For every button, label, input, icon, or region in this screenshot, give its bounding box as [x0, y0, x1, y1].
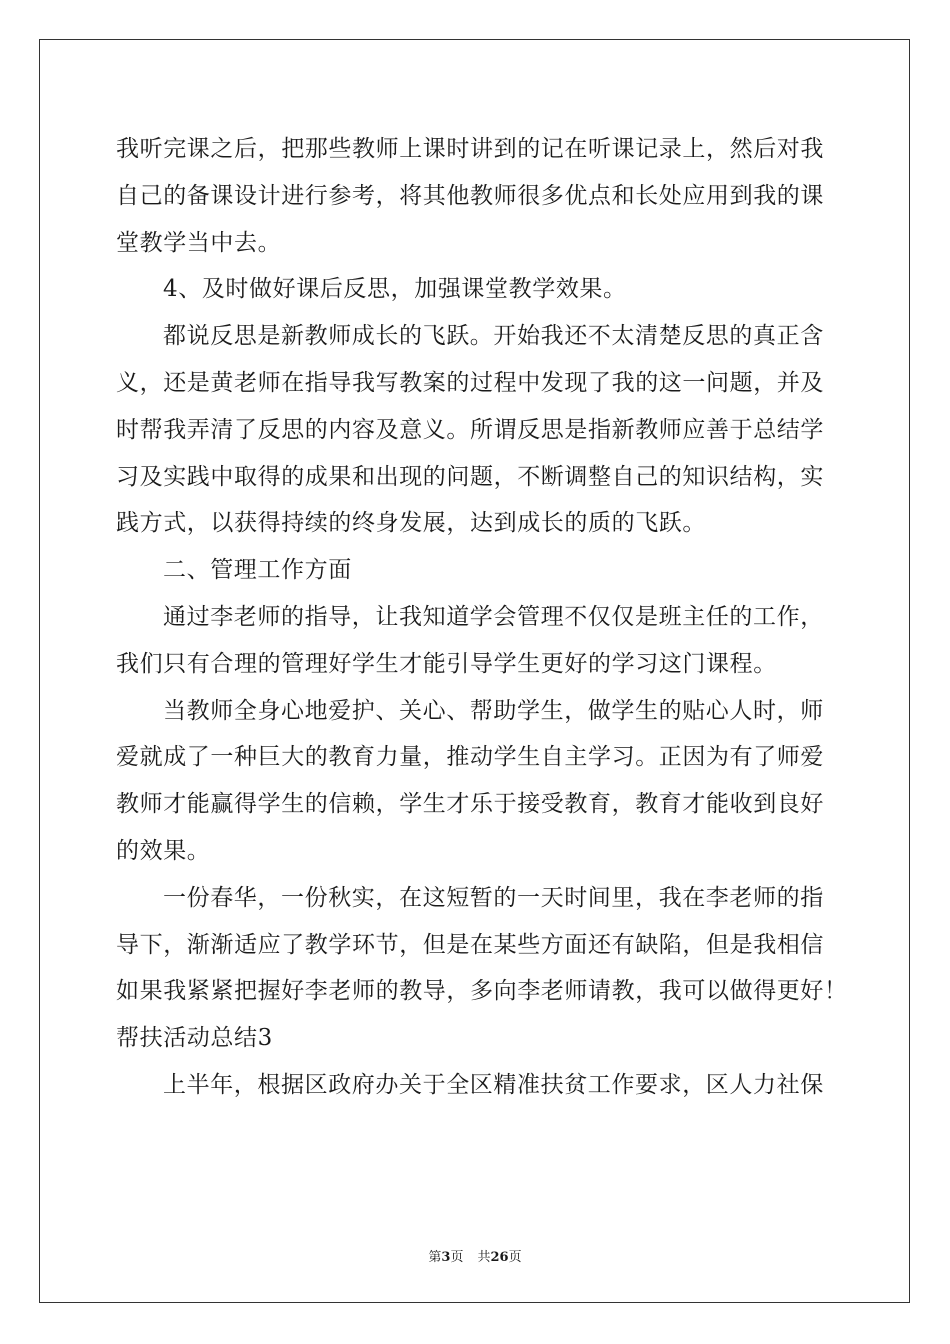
text-line: 上半年，根据区政府办关于全区精准扶贫工作要求，区人力社保 — [163, 1071, 824, 1098]
text-line: 自己的备课设计进行参考，将其他教师很多优点和长处应用到我的课 — [116, 182, 824, 209]
text-line: 爱就成了一种巨大的教育力量，推动学生自主学习。正因为有了师爱 — [116, 744, 824, 771]
text-line: 义，还是黄老师在指导我写教案的过程中发现了我的这一问题，并及 — [116, 369, 824, 396]
text-line: 当教师全身心地爱护、关心、帮助学生，做学生的贴心人时，师 — [163, 697, 824, 724]
text-line: 堂教学当中去。 — [116, 229, 282, 256]
text-line: 如果我紧紧把握好李老师的教导，多向李老师请教，我可以做得更好！ — [116, 978, 848, 1005]
page-footer — [0, 1246, 950, 1265]
document-body — [116, 126, 848, 1109]
text-line: 导下，渐渐适应了教学环节，但是在某些方面还有缺陷，但是我相信 — [116, 931, 824, 958]
total-suffix: 页 — [508, 1250, 522, 1265]
text-line: 一份春华，一份秋实，在这短暂的一天时间里，我在李老师的指 — [163, 884, 824, 911]
page-prefix: 第 — [428, 1250, 442, 1265]
text-line: 践方式，以获得持续的终身发展，达到成长的质的飞跃。 — [116, 510, 706, 537]
text-line: 我们只有合理的管理好学生才能引导学生更好的学习这门课程。 — [116, 650, 777, 677]
text-line: 习及实践中取得的成果和出现的问题，不断调整自己的知识结构，实 — [116, 463, 824, 490]
text-line: 教师才能赢得学生的信赖，学生才乐于接受教育，教育才能收到良好 — [116, 791, 824, 818]
document-title: 帮扶活动总结3 — [116, 1025, 273, 1052]
text-line: 时帮我弄清了反思的内容及意义。所谓反思是指新教师应善于总结学 — [116, 416, 824, 443]
page-suffix: 页 — [450, 1250, 464, 1265]
text-line: 都说反思是新教师成长的飞跃。开始我还不太清楚反思的真正含 — [163, 323, 824, 350]
section-heading: 二、管理工作方面 — [163, 557, 352, 584]
text-line: 通过李老师的指导，让我知道学会管理不仅仅是班主任的工作， — [163, 603, 824, 630]
text-line: 的效果。 — [116, 837, 211, 864]
total-prefix: 共 — [477, 1250, 491, 1265]
total-pages: 26 — [490, 1250, 509, 1265]
section-heading: 4、及时做好课后反思，加强课堂教学效果。 — [163, 276, 627, 303]
text-line: 我听完课之后，把那些教师上课时讲到的记在听课记录上，然后对我 — [116, 136, 824, 162]
page-number: 3 — [441, 1250, 451, 1265]
